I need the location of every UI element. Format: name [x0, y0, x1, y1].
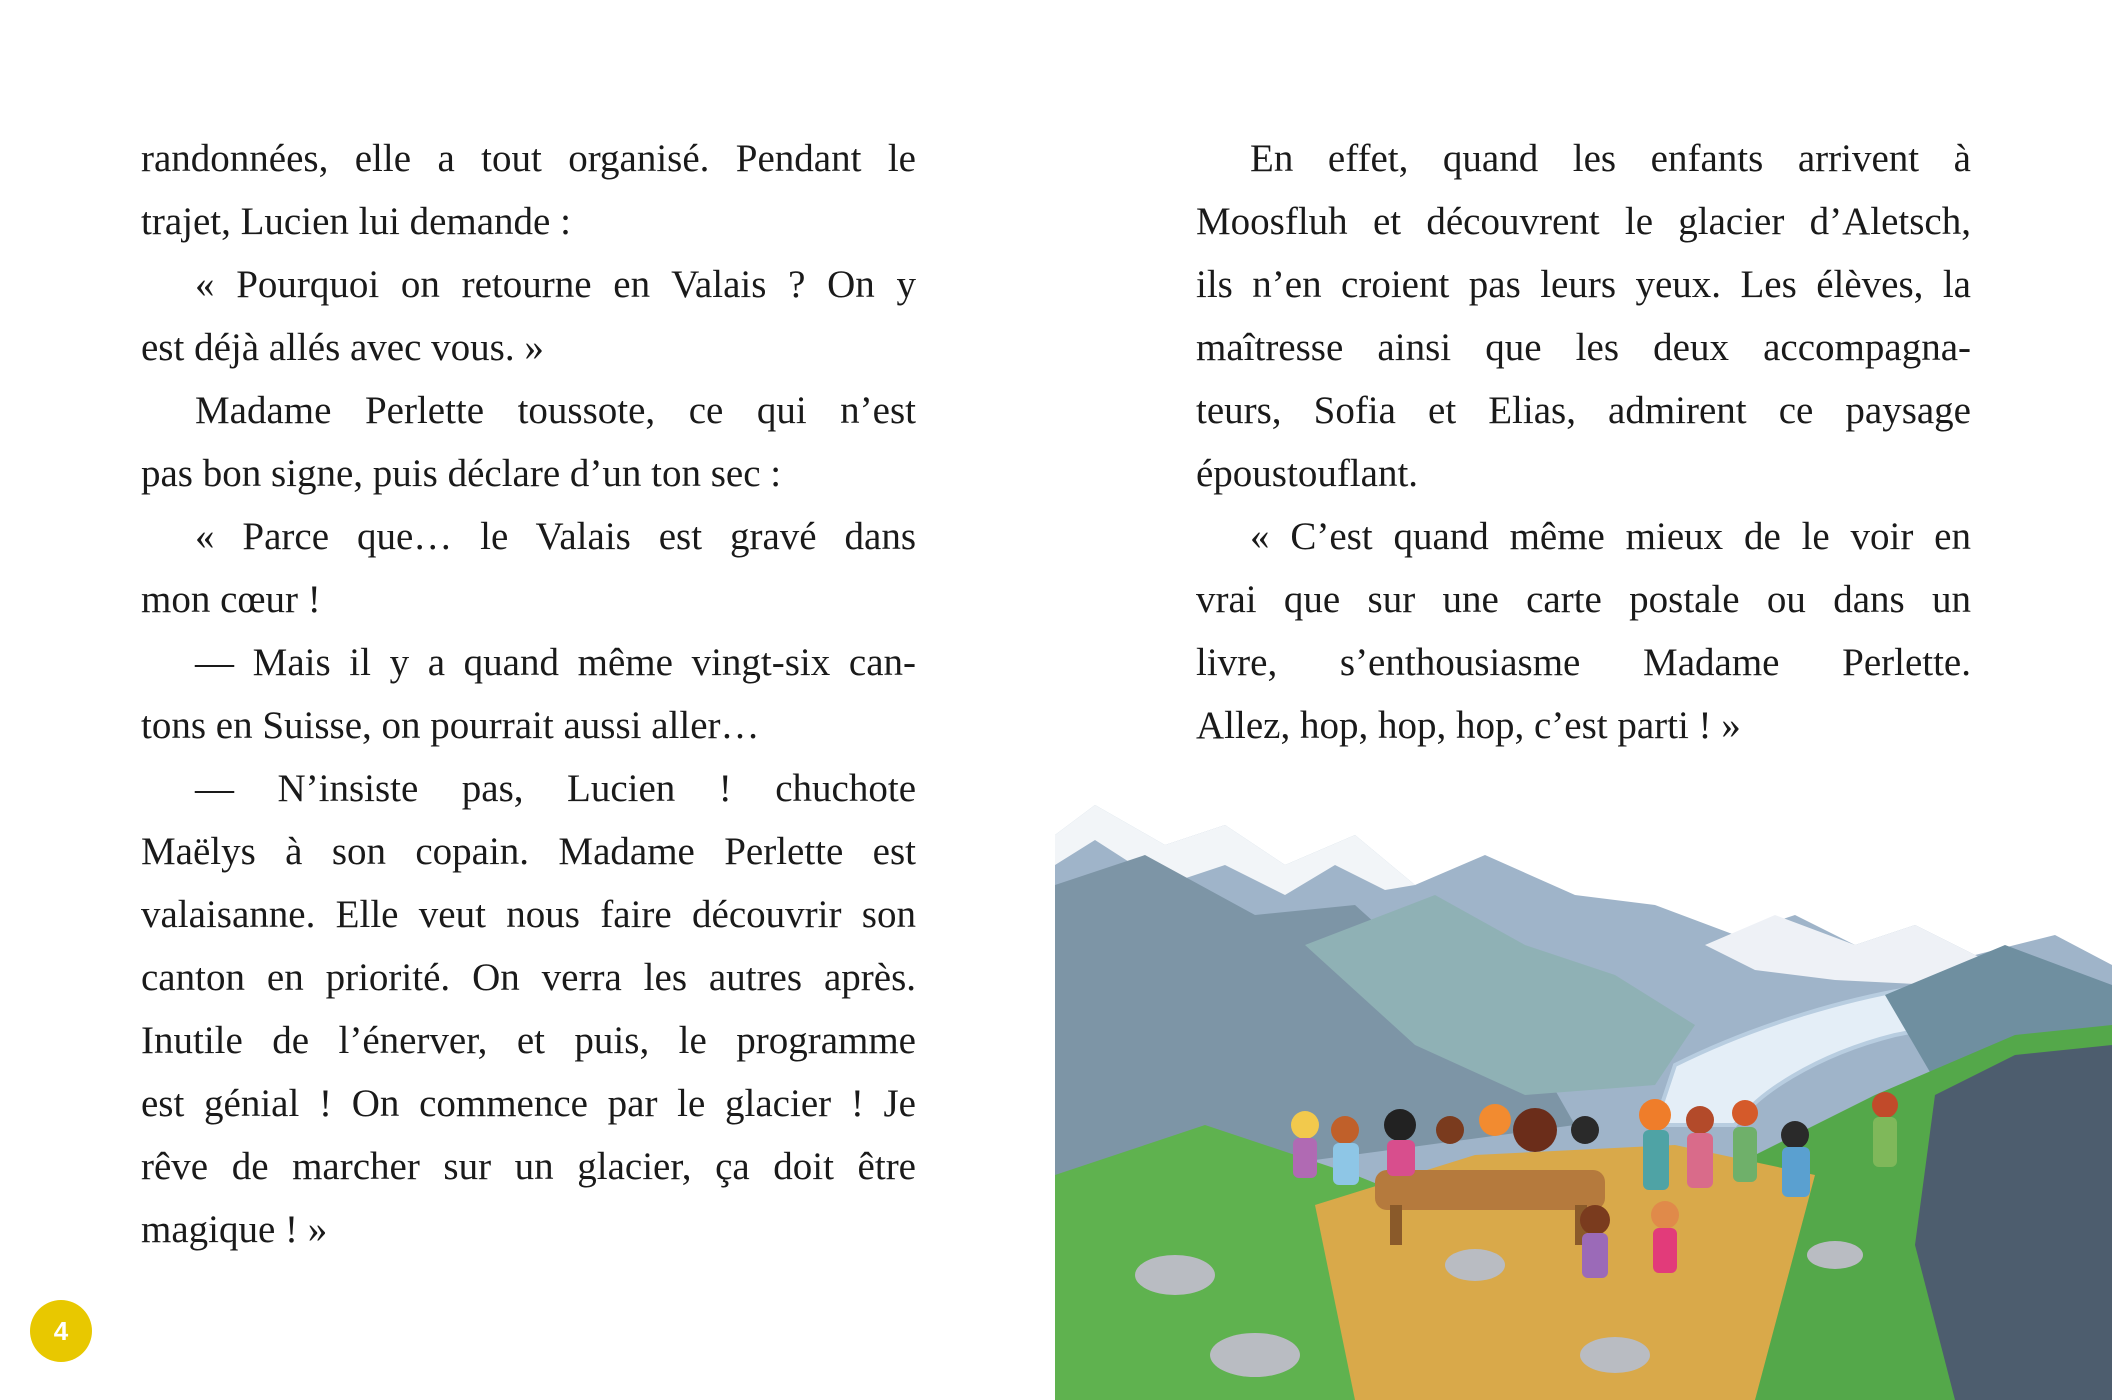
text-line: Moosfluh et découvrent le glacier d’Aletsch, — [1196, 200, 1971, 243]
text-line: est génial ! On commence par le glacier ! Je — [141, 1082, 916, 1125]
text-line: vrai que sur une carte postale ou dans un — [1196, 578, 1971, 621]
text-line: teurs, Sofia et Elias, admirent ce paysage — [1196, 389, 1971, 432]
text-line: En effet, quand les enfants arrivent à — [1250, 137, 1971, 180]
text-line: est déjà allés avec vous. » — [141, 326, 544, 369]
text-line: Inutile de l’énerver, et puis, le programme — [141, 1019, 916, 1062]
text-line: pas bon signe, puis déclare d’un ton sec : — [141, 452, 782, 495]
text-line: valaisanne. Elle veut nous faire découvrir son — [141, 893, 916, 936]
text-line: tons en Suisse, on pourrait aussi aller… — [141, 704, 760, 747]
text-line: « Parce que… le Valais est gravé dans — [195, 515, 916, 558]
text-line: livre, s’enthousiasme Madame Perlette. — [1196, 641, 1971, 684]
text-line: — N’insiste pas, Lucien ! chuchote — [195, 767, 916, 810]
left-text-column — [141, 127, 916, 1261]
text-line: maîtresse ainsi que les deux accompagna- — [1196, 326, 1971, 369]
text-line: Allez, hop, hop, hop, c’est parti ! » — [1196, 704, 1741, 747]
text-line: époustouflant. — [1196, 452, 1419, 495]
text-line: rêve de marcher sur un glacier, ça doit être — [141, 1145, 916, 1188]
text-line: mon cœur ! — [141, 578, 321, 621]
bench-leg-left — [1390, 1205, 1402, 1245]
text-line: — Mais il y a quand même vingt-six can- — [195, 641, 916, 684]
text-line: Madame Perlette toussote, ce qui n’est — [195, 389, 916, 432]
text-line: Maëlys à son copain. Madame Perlette est — [141, 830, 916, 873]
text-line: randonnées, elle a tout organisé. Pendant le — [141, 137, 916, 180]
text-line: canton en priorité. On verra les autres après. — [141, 956, 916, 999]
right-text-column — [1196, 127, 1971, 757]
text-line: « Pourquoi on retourne en Valais ? On y — [195, 263, 916, 306]
bench — [1375, 1170, 1605, 1210]
page-number-badge: 4 — [30, 1300, 92, 1362]
text-line: magique ! » — [141, 1208, 328, 1251]
text-line: « C’est quand même mieux de le voir en — [1250, 515, 1971, 558]
glacier-illustration — [1055, 795, 2112, 1400]
text-line: trajet, Lucien lui demande : — [141, 200, 571, 243]
rock-cliff — [1915, 1045, 2112, 1400]
text-line: ils n’en croient pas leurs yeux. Les élèves, la — [1196, 263, 1971, 306]
